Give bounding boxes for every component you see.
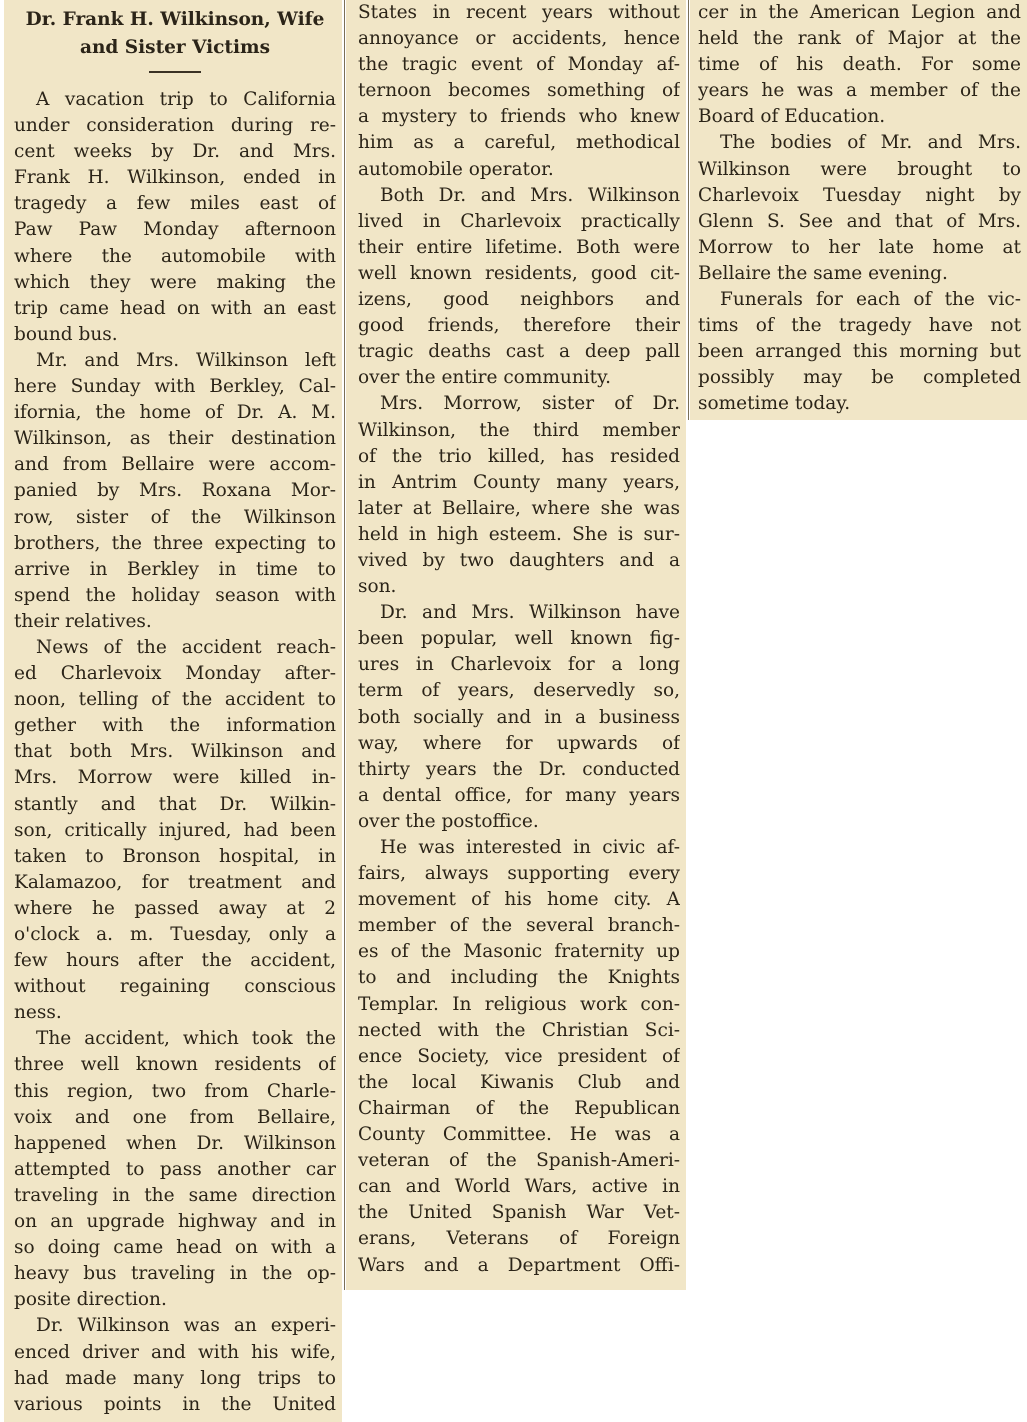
text-line: voix and one from Bellaire,	[14, 1106, 336, 1128]
text-line: this region, two from Charle-	[14, 1080, 336, 1102]
column-2	[346, 0, 686, 1290]
text-line: on an upgrade highway and in	[14, 1211, 336, 1233]
text-line: tims of the tragedy have not	[698, 315, 1021, 337]
text-line: and from Bellaire were accom-	[14, 454, 336, 476]
column-3-text	[698, 0, 1021, 418]
text-line: movement of his home city. A	[358, 889, 680, 911]
text-line: Mrs. Morrow, sister of Dr.	[380, 393, 680, 415]
text-line: es of the Masonic fraternity up	[358, 941, 680, 963]
text-line: three well known residents of	[14, 1054, 336, 1076]
text-line: term of years, deservedly so,	[358, 680, 680, 702]
text-line: A vacation trip to California	[36, 89, 336, 110]
text-line: him as a careful, methodical	[358, 132, 680, 154]
text-line: held the rank of Major at the	[698, 28, 1021, 50]
text-line: Both Dr. and Mrs. Wilkinson	[380, 184, 680, 206]
text-line: stantly and that Dr. Wilkin-	[14, 793, 336, 815]
text-line: son, critically injured, had been	[14, 819, 336, 841]
text-line: Glenn S. See and that of Mrs.	[698, 210, 1021, 232]
text-line: He was interested in civic af-	[380, 837, 680, 858]
text-line: County Committee. He was a	[358, 1124, 680, 1146]
text-line: the local Kiwanis Club and	[358, 1071, 680, 1093]
text-line: Morrow to her late home at	[698, 236, 1021, 258]
column-divider	[344, 0, 345, 1290]
text-line: to and including the Knights	[358, 967, 680, 989]
text-line: o'clock a. m. Tuesday, only a	[14, 924, 336, 945]
text-line: panied by Mrs. Roxana Mor-	[14, 480, 336, 502]
text-line: where he passed away at 2	[14, 897, 336, 919]
text-line: Wilkinson were brought to	[698, 158, 1021, 180]
text-line: held in high esteem. She is sur-	[358, 523, 680, 545]
text-line: their relatives.	[14, 610, 152, 632]
headline-line-1: Dr. Frank H. Wilkinson, Wife	[25, 9, 325, 30]
text-line: tragic deaths cast a deep pall	[358, 341, 680, 363]
text-line: noon, telling of the accident to	[14, 689, 336, 711]
text-line: been popular, well known fig-	[358, 628, 680, 650]
text-line: ifornia, the home of Dr. A. M.	[14, 402, 336, 424]
text-line: later at Bellaire, where she was	[358, 497, 680, 519]
text-line: spend the holiday season with	[14, 584, 336, 606]
text-line: without regaining conscious	[14, 976, 336, 998]
text-line: taken to Bronson hospital, in	[14, 845, 336, 867]
text-line: bound bus.	[14, 323, 118, 345]
text-line: way, where for upwards of	[358, 732, 680, 754]
column-divider	[688, 0, 689, 420]
text-line: member of the several branch-	[358, 915, 680, 937]
text-line: tragedy a few miles east of	[14, 193, 336, 215]
text-line: over the entire community.	[358, 367, 611, 389]
text-line: over the postoffice.	[358, 810, 539, 832]
text-line: posite direction.	[14, 1289, 167, 1311]
text-line: row, sister of the Wilkinson	[14, 506, 336, 528]
text-line: annoyance or accidents, hence	[358, 28, 680, 50]
column-1-text	[14, 87, 336, 1418]
text-line: in Antrim County many years,	[358, 471, 680, 493]
text-line: happened when Dr. Wilkinson	[14, 1132, 336, 1154]
text-line: the United Spanish War Vet-	[358, 1202, 680, 1224]
text-line: both socially and in a business	[358, 706, 680, 728]
text-line: cent weeks by Dr. and Mrs.	[14, 141, 336, 163]
text-line: cer in the American Legion and	[698, 2, 1021, 23]
text-line: their entire lifetime. Both were	[358, 236, 680, 258]
text-line: States in recent years without	[358, 2, 680, 23]
text-line: a dental office, for many years	[358, 784, 680, 806]
text-line: traveling in the same direction	[14, 1184, 336, 1206]
text-line: ence Society, vice president of	[358, 1045, 680, 1067]
text-line: years he was a member of the	[698, 80, 1021, 102]
text-line: the tragic event of Monday af-	[358, 54, 680, 76]
text-line: Wars and a Department Offi-	[358, 1254, 680, 1276]
text-line: lived in Charlevoix practically	[358, 210, 680, 232]
text-line: Wilkinson, the third member	[358, 419, 680, 441]
text-line: where the automobile with	[14, 245, 336, 267]
text-line: automobile operator.	[358, 158, 554, 180]
text-line: few hours after the accident,	[14, 950, 336, 972]
headline-line-2: and Sister Victims	[79, 37, 270, 58]
text-line: Mr. and Mrs. Wilkinson left	[36, 349, 336, 371]
text-line: trip came head on with an east	[14, 297, 336, 319]
text-line: veteran of the Spanish-Ameri-	[358, 1150, 680, 1172]
text-line: News of the accident reach-	[36, 636, 336, 658]
text-line: of the trio killed, has resided	[358, 445, 680, 467]
text-line: son.	[358, 576, 397, 598]
text-line: so doing came head on with a	[14, 1237, 336, 1259]
column-1	[4, 0, 342, 1422]
text-line: ures in Charlevoix for a long	[358, 654, 680, 676]
text-line: Templar. In religious work con-	[358, 993, 680, 1015]
text-line: attempted to pass another car	[14, 1158, 336, 1180]
text-line: Paw Paw Monday afternoon	[14, 219, 336, 241]
text-line: fairs, always supporting every	[358, 863, 680, 885]
text-line: various points in the United	[14, 1393, 336, 1415]
text-line: been arranged this morning but	[698, 341, 1021, 363]
text-line: Kalamazoo, for treatment and	[14, 871, 336, 893]
text-line: Dr. Wilkinson was an experi-	[36, 1315, 336, 1337]
text-line: Frank H. Wilkinson, ended in	[14, 167, 336, 189]
headline-rule	[149, 71, 201, 73]
text-line: time of his death. For some	[698, 54, 1021, 76]
text-line: Chairman of the Republican	[358, 1097, 680, 1119]
text-line: nected with the Christian Sci-	[358, 1019, 680, 1041]
text-line: vived by two daughters and a	[358, 549, 680, 571]
text-line: arrive in Berkley in time to	[14, 558, 336, 580]
text-line: Dr. and Mrs. Wilkinson have	[380, 602, 680, 624]
text-line: Funerals for each of the vic-	[720, 289, 1021, 311]
text-line: possibly may be completed	[698, 367, 1021, 389]
text-line: ternoon becomes something of	[358, 80, 680, 102]
text-line: Wilkinson, as their destination	[14, 428, 336, 450]
text-line: enced driver and with his wife,	[14, 1341, 336, 1363]
text-line: that both Mrs. Wilkinson and	[14, 741, 336, 763]
text-line: thirty years the Dr. conducted	[358, 758, 680, 780]
headline	[14, 6, 336, 62]
text-line: heavy bus traveling in the op-	[14, 1263, 336, 1285]
text-line: izens, good neighbors and	[358, 289, 680, 311]
column-2-text	[358, 0, 680, 1279]
text-line: had made many long trips to	[14, 1367, 336, 1389]
text-line: The bodies of Mr. and Mrs.	[720, 132, 1021, 154]
text-line: erans, Veterans of Foreign	[358, 1228, 680, 1250]
text-line: good friends, therefore their	[358, 315, 680, 337]
text-line: well known residents, good cit-	[358, 262, 680, 284]
text-line: sometime today.	[698, 393, 851, 415]
text-line: Mrs. Morrow were killed in-	[14, 767, 336, 789]
text-line: Bellaire the same evening.	[698, 262, 948, 284]
text-line: can and World Wars, active in	[358, 1176, 680, 1198]
text-line: The accident, which took the	[36, 1028, 336, 1050]
text-line: here Sunday with Berkley, Cal-	[14, 376, 336, 398]
text-line: gether with the information	[14, 715, 336, 737]
text-line: which they were making the	[14, 271, 336, 293]
text-line: a mystery to friends who knew	[358, 106, 680, 128]
text-line: under consideration during re-	[14, 115, 336, 137]
text-line: ed Charlevoix Monday after-	[14, 663, 336, 685]
text-line: Charlevoix Tuesday night by	[698, 184, 1021, 206]
text-line: Board of Education.	[698, 106, 886, 128]
text-line: brothers, the three expecting to	[14, 532, 336, 554]
column-3	[690, 0, 1027, 420]
text-line: ness.	[14, 1002, 62, 1024]
